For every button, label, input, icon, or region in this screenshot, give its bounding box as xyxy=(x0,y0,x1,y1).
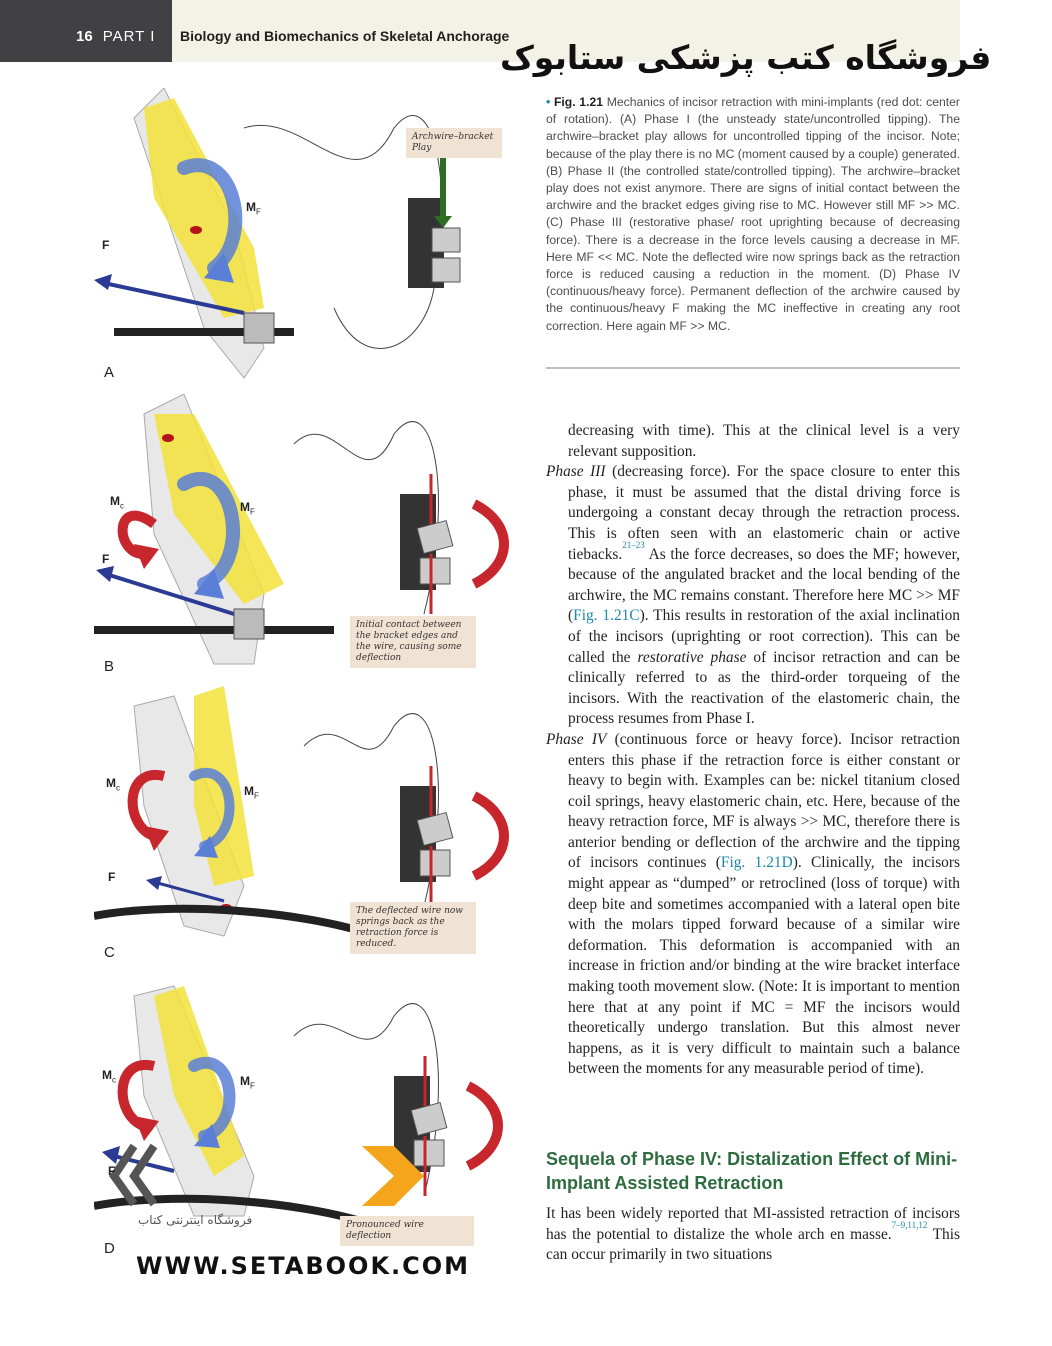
force-label: F xyxy=(108,870,116,884)
body-text xyxy=(546,421,960,1080)
running-title: Biology and Biomechanics of Skeletal Anchorage xyxy=(180,28,510,44)
force-label: F xyxy=(102,238,110,252)
center-of-rotation xyxy=(162,434,174,442)
figure-panel-a xyxy=(94,88,514,388)
caption-divider xyxy=(546,367,960,369)
force-label: F xyxy=(102,552,110,566)
panel-letter-a: A xyxy=(104,364,115,381)
figure-caption: • Fig. 1.21 Mechanics of incisor retraction with mini-implants (red dot: center of rotation). (A) Phase I (the unsteady state/uncontrolled tipping). The archwire–bracket play allows for uncontrolled tipping of the incisor. Note; because of the play there is no MC (moment caused by a couple) generated. (B) Phase II (the controlled state/controlled tipping). The archwire–bracket play does not exist anymore. There are signs of initial contact between the archwire and the bracket edges giving rise to MC. However still MF >> MC. (C) Phase III (restorative phase/ root uprighting because of decreasing force). There is a decrease in the force levels causing a decrease in MF. Here MF << MC. Note the deflected wire now springs back as the retraction force is reduced causing a reduction in the moment. (D) Phase IV (continuous/heavy force). Permanent deflection of the archwire caused by the continuous/heavy F making the MC ineffective in creating any root correction. Here again MF >> MC. xyxy=(546,95,960,333)
citation[interactable]: 7–9,11,12 xyxy=(891,1219,928,1230)
body-text-final: It has been widely reported that MI-assisted retraction of incisors has the potential to distalize the whole arch en masse.$^{7-9,11,12}$ This can occur primarily in two situations xyxy=(546,1205,961,1264)
watermark-subtitle: فروشگاه اینترنتی کتاب xyxy=(138,1213,253,1227)
watermark-url: WWW.SETABOOK.COM xyxy=(136,1252,471,1280)
moment-c-label: $M_c$ xyxy=(106,776,120,793)
callout-note: Archwire–bracket Play xyxy=(406,128,502,158)
callout-note: Pronounced wire deflection xyxy=(340,1216,474,1246)
panel-letter-d: D xyxy=(104,1240,115,1257)
figure-link[interactable]: Fig. 1.21D xyxy=(720,854,793,872)
section-heading: Sequela of Phase IV: Distalization Effect of Mini-Implant Assisted Retraction xyxy=(546,1149,958,1193)
moment-c-label: $M_c$ xyxy=(102,1068,116,1085)
center-of-rotation xyxy=(190,226,202,234)
moment-c-label: $M_c$ xyxy=(110,494,124,511)
paragraph-phase-iv: Phase IV (continuous force or heavy force). Incisor retraction enters this phase if the retraction force is either constant or heavy to begin with. Examples can be: nickel titanium closed coil springs, heavy elastomeric chain, etc. Here, because of the heavy retraction force, MF is always >> MC, therefore there is anterior bending or deflection of the archwire and the tipping of incisors continues (Fig. 1.21D). Clinically, the incisors might appear as “dumped” or retroclined (loss of torque) with deep bite and sometimes accompanied with a lateral open bite with the molars tipped forward because of a similar wire deformation. This deformation is accompanied with an increase in friction and/or binding at the wire bracket interface making tooth movement slow. (Note: It is important to mention here that at any point if MC = MF the incisors would theoretically undergo translation. But this almost never happens, as it is very difficult to maintain such a balance between the moments for any measurable period of time). xyxy=(546,730,960,1078)
page-number: 16 xyxy=(76,28,93,45)
callout-note: The deflected wire now springs back as the retraction force is reduced. xyxy=(350,902,476,954)
figure-panel-c xyxy=(94,686,514,972)
citation[interactable]: 21–23 xyxy=(622,539,645,550)
caption-label: Fig. 1.21 xyxy=(553,95,604,109)
part-tab xyxy=(0,0,172,62)
bracket xyxy=(244,313,274,343)
archwire xyxy=(94,626,334,634)
part-label: PART I xyxy=(102,28,156,45)
watermark-logo-arrows xyxy=(114,1146,154,1204)
callout-note: Initial contact between the bracket edges and the wire, causing some deflection xyxy=(350,616,476,668)
figure-link[interactable]: Fig. 1.21C xyxy=(573,607,640,625)
paragraph-continuation: decreasing with time). This at the clinical level is a very relevant supposition. xyxy=(568,422,960,460)
moment-f-label: $M_F$ xyxy=(240,500,255,517)
panel-letter-b: B xyxy=(104,658,115,675)
figure-panel-b xyxy=(94,394,514,684)
paragraph-phase-iii: Phase III (decreasing force). For the space closure to enter this phase, it must be assumed that the distal driving force is undergoing a constant decay through the retraction process. This is often seen with an elastomeric chain or active tiebacks.$^{21-23}$ As the force decreases, so does the MF; however, because of the angulated bracket and the local bending of the archwire, the MC remains constant. Therefore here MC >> MF (Fig. 1.21C). This results in restoration of the axial inclination of the incisors (uprighting or root correction). This can be called the restorative phase of incisor retraction and can be clinically referred to as the third-order torqueing of the incisors. With the reactivation of the elastomeric chain, the process resumes from Phase I. xyxy=(546,463,960,728)
moment-f-label: $M_F$ xyxy=(246,200,261,217)
moment-f-label: $M_F$ xyxy=(240,1074,255,1091)
force-label: F xyxy=(108,1164,116,1178)
moment-f-label: $M_F$ xyxy=(244,784,259,801)
watermark-persian-title: فروشگاه کتب پزشکی ستابوک xyxy=(500,38,992,77)
panel-letter-c: C xyxy=(104,944,115,961)
bracket xyxy=(234,609,264,639)
caption-text: Mechanics of incisor retraction with mini-implants (red dot: center of rotation). (A) Phase I (the unsteady state/uncontrolled tipping). The archwire–bracket play allows for uncontrolled tipping of the incisor. Note; because of the play there is no MC (moment caused by a couple) generated. (B) Phase II (the controlled state/controlled tipping). The archwire–bracket play does not exist anymore. There are signs of initial contact between the archwire and the bracket edges giving rise to MC. However still MF >> MC. (C) Phase III (restorative phase/ root uprighting because of decreasing force). There is a decrease in the force levels causing a decrease in MF. Here MF << MC. Note the deflected wire now springs back as the retraction force is reduced causing a reduction in the moment. (D) Phase IV (continuous/heavy force). Permanent deflection of the archwire caused by the continuous/heavy F making the MC ineffective in creating any root correction. Here again MF >> MC. xyxy=(546,95,960,333)
